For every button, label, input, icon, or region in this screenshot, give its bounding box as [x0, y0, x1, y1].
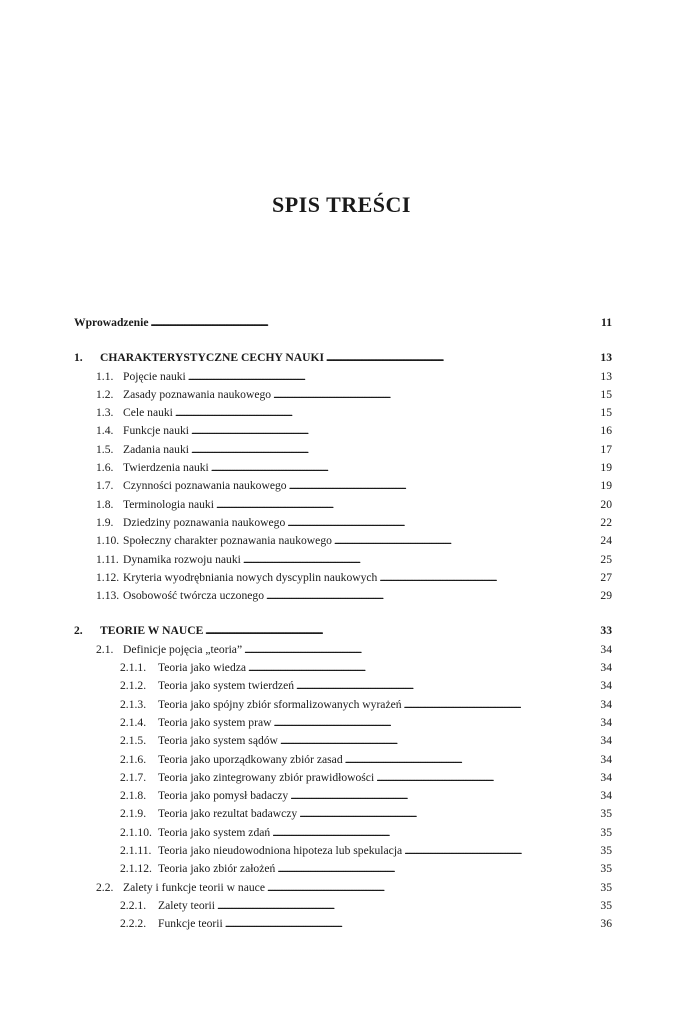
dot-leader: [211, 460, 596, 477]
toc-entry-label: Zalety teorii: [158, 898, 215, 912]
toc-entry[interactable]: [74, 569, 612, 587]
toc-entry-label: Teoria jako system praw: [158, 715, 272, 729]
dot-leader: [272, 825, 596, 842]
toc-entry-label: Teoria jako nieudowodniona hipoteza lub spekulacja: [158, 844, 403, 858]
section-gap: [74, 332, 612, 349]
toc-entry[interactable]: [74, 496, 612, 514]
toc-entry-page: 34: [600, 642, 612, 656]
dot-leader: [287, 515, 596, 532]
toc-entry-number: 2.1.1.: [120, 661, 147, 675]
toc-subentry[interactable]: [74, 677, 612, 695]
toc-entry-number: 1.7.: [96, 479, 114, 493]
dot-leader: [334, 533, 596, 550]
toc-entry-label: Teoria jako zbiór założeń: [158, 862, 276, 876]
toc-entry[interactable]: [74, 441, 612, 459]
toc-entry[interactable]: [74, 532, 612, 550]
dot-leader: [225, 916, 596, 933]
toc-entry-label: Kryteria wyodrębniania nowych dyscyplin naukowych: [123, 570, 378, 584]
toc-entry-page: 34: [600, 752, 612, 766]
toc-entry-label: Teoria jako system twierdzeń: [158, 679, 295, 693]
toc-entry-number: 2.1.3.: [120, 697, 147, 711]
toc-subentry[interactable]: [74, 696, 612, 714]
dot-leader: [267, 880, 596, 897]
toc-entry-page: 35: [600, 880, 612, 894]
toc-entry-number: 1.: [74, 351, 83, 365]
toc-entry-label: Teoria jako spójny zbiór sformalizowanych wyrażeń: [158, 697, 402, 711]
toc-entry-number: 1.5.: [96, 442, 114, 456]
dot-leader: [404, 843, 596, 860]
toc-entry-page: 24: [600, 534, 612, 548]
toc-entry-label: Twierdzenia nauki: [123, 461, 209, 475]
toc-entry-number: 2.1.9.: [120, 807, 147, 821]
toc-entry-label: Cele nauki: [123, 406, 173, 420]
toc-subentry[interactable]: [74, 824, 612, 842]
toc-entry-label: Dziedziny poznawania naukowego: [123, 515, 286, 529]
toc-entry-label: Definicje pojęcia „teoria”: [123, 642, 243, 656]
toc-entry-page: 34: [600, 679, 612, 693]
toc-entry-page: 16: [600, 424, 612, 438]
toc-entry-page: 11: [601, 316, 612, 329]
toc-entry-page: 35: [600, 844, 612, 858]
toc-subentry[interactable]: [74, 915, 612, 933]
toc-entry[interactable]: [74, 368, 612, 386]
toc-entry-page: 22: [600, 515, 612, 529]
toc-entry-label: Osobowość twórcza uczonego: [123, 589, 265, 603]
toc-entry-label: Funkcje teorii: [158, 917, 223, 931]
dot-leader: [345, 752, 596, 769]
toc-entry-page: 36: [600, 917, 612, 931]
table-of-contents: [74, 314, 612, 934]
toc-subentry[interactable]: [74, 842, 612, 860]
toc-subentry[interactable]: [74, 805, 612, 823]
toc-subentry[interactable]: [74, 897, 612, 915]
toc-entry-page: 35: [600, 898, 612, 912]
toc-entry-number: 2.1.7.: [120, 770, 147, 784]
toc-entry-label: Teoria jako uporządkowany zbiór zasad: [158, 752, 343, 766]
toc-entry-number: 2.1.: [96, 642, 114, 656]
toc-chapter-2[interactable]: [74, 622, 612, 640]
dot-leader: [151, 315, 597, 332]
toc-chapter-1[interactable]: [74, 349, 612, 367]
toc-entry-number: 2.1.8.: [120, 789, 147, 803]
toc-entry-number: 2.1.2.: [120, 679, 147, 693]
dot-leader: [296, 678, 596, 695]
toc-entry-number: 2.1.10.: [120, 825, 152, 839]
toc-entry-label: CHARAKTERYSTYCZNE CECHY NAUKI: [100, 351, 324, 365]
dot-leader: [299, 806, 596, 823]
toc-entry-page: 13: [600, 369, 612, 383]
toc-entry-page: 33: [600, 624, 612, 638]
toc-entry-page: 35: [600, 825, 612, 839]
dot-leader: [404, 697, 596, 714]
toc-entry-label: Pojęcie nauki: [123, 369, 186, 383]
toc-entry-page: 29: [600, 589, 612, 603]
toc-entry-label: Czynności poznawania naukowego: [123, 479, 287, 493]
toc-entry-number: 1.4.: [96, 424, 114, 438]
toc-entry-label: Zalety i funkcje teorii w nauce: [123, 880, 265, 894]
toc-entry-number: 1.12.: [96, 570, 120, 584]
dot-leader: [273, 387, 596, 404]
toc-entry[interactable]: [74, 386, 612, 404]
toc-entry-page: 34: [600, 661, 612, 675]
dot-leader: [191, 442, 596, 459]
toc-entry-number: 1.2.: [96, 387, 114, 401]
toc-section-2-2[interactable]: [74, 879, 612, 897]
dot-leader: [376, 770, 596, 787]
toc-entry-page: 35: [600, 862, 612, 876]
toc-entry-page: 15: [600, 406, 612, 420]
toc-entry-number: 1.1.: [96, 369, 114, 383]
toc-entry-label: Dynamika rozwoju nauki: [123, 552, 241, 566]
toc-subentry[interactable]: [74, 787, 612, 805]
toc-entry-number: 1.9.: [96, 515, 114, 529]
dot-leader: [289, 478, 596, 495]
toc-entry[interactable]: [74, 404, 612, 422]
toc-entry-page: 27: [600, 570, 612, 584]
toc-entry-number: 1.8.: [96, 497, 114, 511]
toc-entry-page: 19: [600, 479, 612, 493]
section-gap: [74, 605, 612, 622]
toc-entry-number: 2.1.4.: [120, 715, 147, 729]
dot-leader: [188, 369, 596, 386]
toc-entry-label: Społeczny charakter poznawania naukowego: [123, 534, 332, 548]
toc-entry-label: Terminologia nauki: [123, 497, 214, 511]
toc-entry-page: 13: [600, 351, 612, 365]
page-title: SPIS TREŚCI: [272, 192, 411, 217]
toc-entry-label: TEORIE W NAUCE: [100, 624, 204, 638]
dot-leader: [217, 898, 596, 915]
toc-entry[interactable]: [74, 587, 612, 605]
dot-leader: [290, 788, 596, 805]
toc-entry-page: 15: [600, 387, 612, 401]
toc-subentry[interactable]: [74, 751, 612, 769]
dot-leader: [277, 861, 596, 878]
toc-subentry[interactable]: [74, 659, 612, 677]
toc-entry-number: 2.1.12.: [120, 862, 152, 876]
dot-leader: [248, 660, 596, 677]
toc-subentry[interactable]: [74, 732, 612, 750]
toc-entry-page: 34: [600, 789, 612, 803]
toc-entry-number: 2.1.5.: [120, 734, 147, 748]
toc-entry-page: 34: [600, 734, 612, 748]
dot-leader: [266, 588, 596, 605]
toc-entry[interactable]: [74, 459, 612, 477]
dot-leader: [379, 570, 596, 587]
dot-leader: [244, 642, 596, 659]
toc-subentry[interactable]: [74, 714, 612, 732]
toc-entry[interactable]: [74, 551, 612, 569]
toc-entry-label: Teoria jako zintegrowany zbiór prawidłowości: [158, 770, 375, 784]
toc-entry-number: 2.: [74, 624, 83, 638]
toc-entry-label: Teoria jako system sądów: [158, 734, 278, 748]
toc-entry-number: 1.6.: [96, 461, 114, 475]
toc-entry-number: 2.1.11.: [120, 844, 152, 858]
toc-entry-label: Teoria jako system zdań: [158, 825, 271, 839]
toc-entry[interactable]: [74, 514, 612, 532]
toc-entry-number: 1.11.: [96, 552, 119, 566]
dot-leader: [216, 497, 596, 514]
dot-leader: [326, 350, 596, 367]
toc-entry-page: 25: [600, 552, 612, 566]
toc-entry-label: Teoria jako rezultat badawczy: [158, 807, 298, 821]
dot-leader: [175, 405, 596, 422]
toc-entry-label: Zadania nauki: [123, 442, 189, 456]
dot-leader: [273, 715, 596, 732]
toc-entry-page: 35: [600, 807, 612, 821]
toc-entry-label: Zasady poznawania naukowego: [123, 387, 272, 401]
toc-entry-label: Teoria jako wiedza: [158, 661, 247, 675]
toc-entry-label: Teoria jako pomysł badaczy: [158, 789, 289, 803]
toc-subentry[interactable]: [74, 769, 612, 787]
dot-leader: [280, 733, 596, 750]
toc-entry-page: 17: [600, 442, 612, 456]
toc-subentry[interactable]: [74, 860, 612, 878]
toc-entry-label: Wprowadzenie: [74, 316, 149, 329]
toc-entry[interactable]: [74, 477, 612, 495]
toc-entry-number: 1.10.: [96, 534, 120, 548]
toc-entry-number: 2.2.2.: [120, 917, 147, 931]
dot-leader: [205, 623, 596, 640]
toc-entry-number: 2.2.1.: [120, 898, 147, 912]
toc-entry-label: Funkcje nauki: [123, 424, 190, 438]
toc-entry[interactable]: [74, 422, 612, 440]
toc-entry-number: 1.13.: [96, 589, 120, 603]
toc-entry-wprowadzenie[interactable]: [74, 314, 612, 332]
toc-entry-page: 20: [600, 497, 612, 511]
dot-leader: [191, 423, 596, 440]
toc-entry-page: 19: [600, 461, 612, 475]
toc-entry-page: 34: [600, 697, 612, 711]
toc-entry-page: 34: [600, 770, 612, 784]
toc-entry-number: 1.3.: [96, 406, 114, 420]
toc-entry-page: 34: [600, 715, 612, 729]
toc-section-2-1[interactable]: [74, 641, 612, 659]
toc-entry-number: 2.1.6.: [120, 752, 147, 766]
toc-entry-number: 2.2.: [96, 880, 114, 894]
dot-leader: [243, 552, 596, 569]
